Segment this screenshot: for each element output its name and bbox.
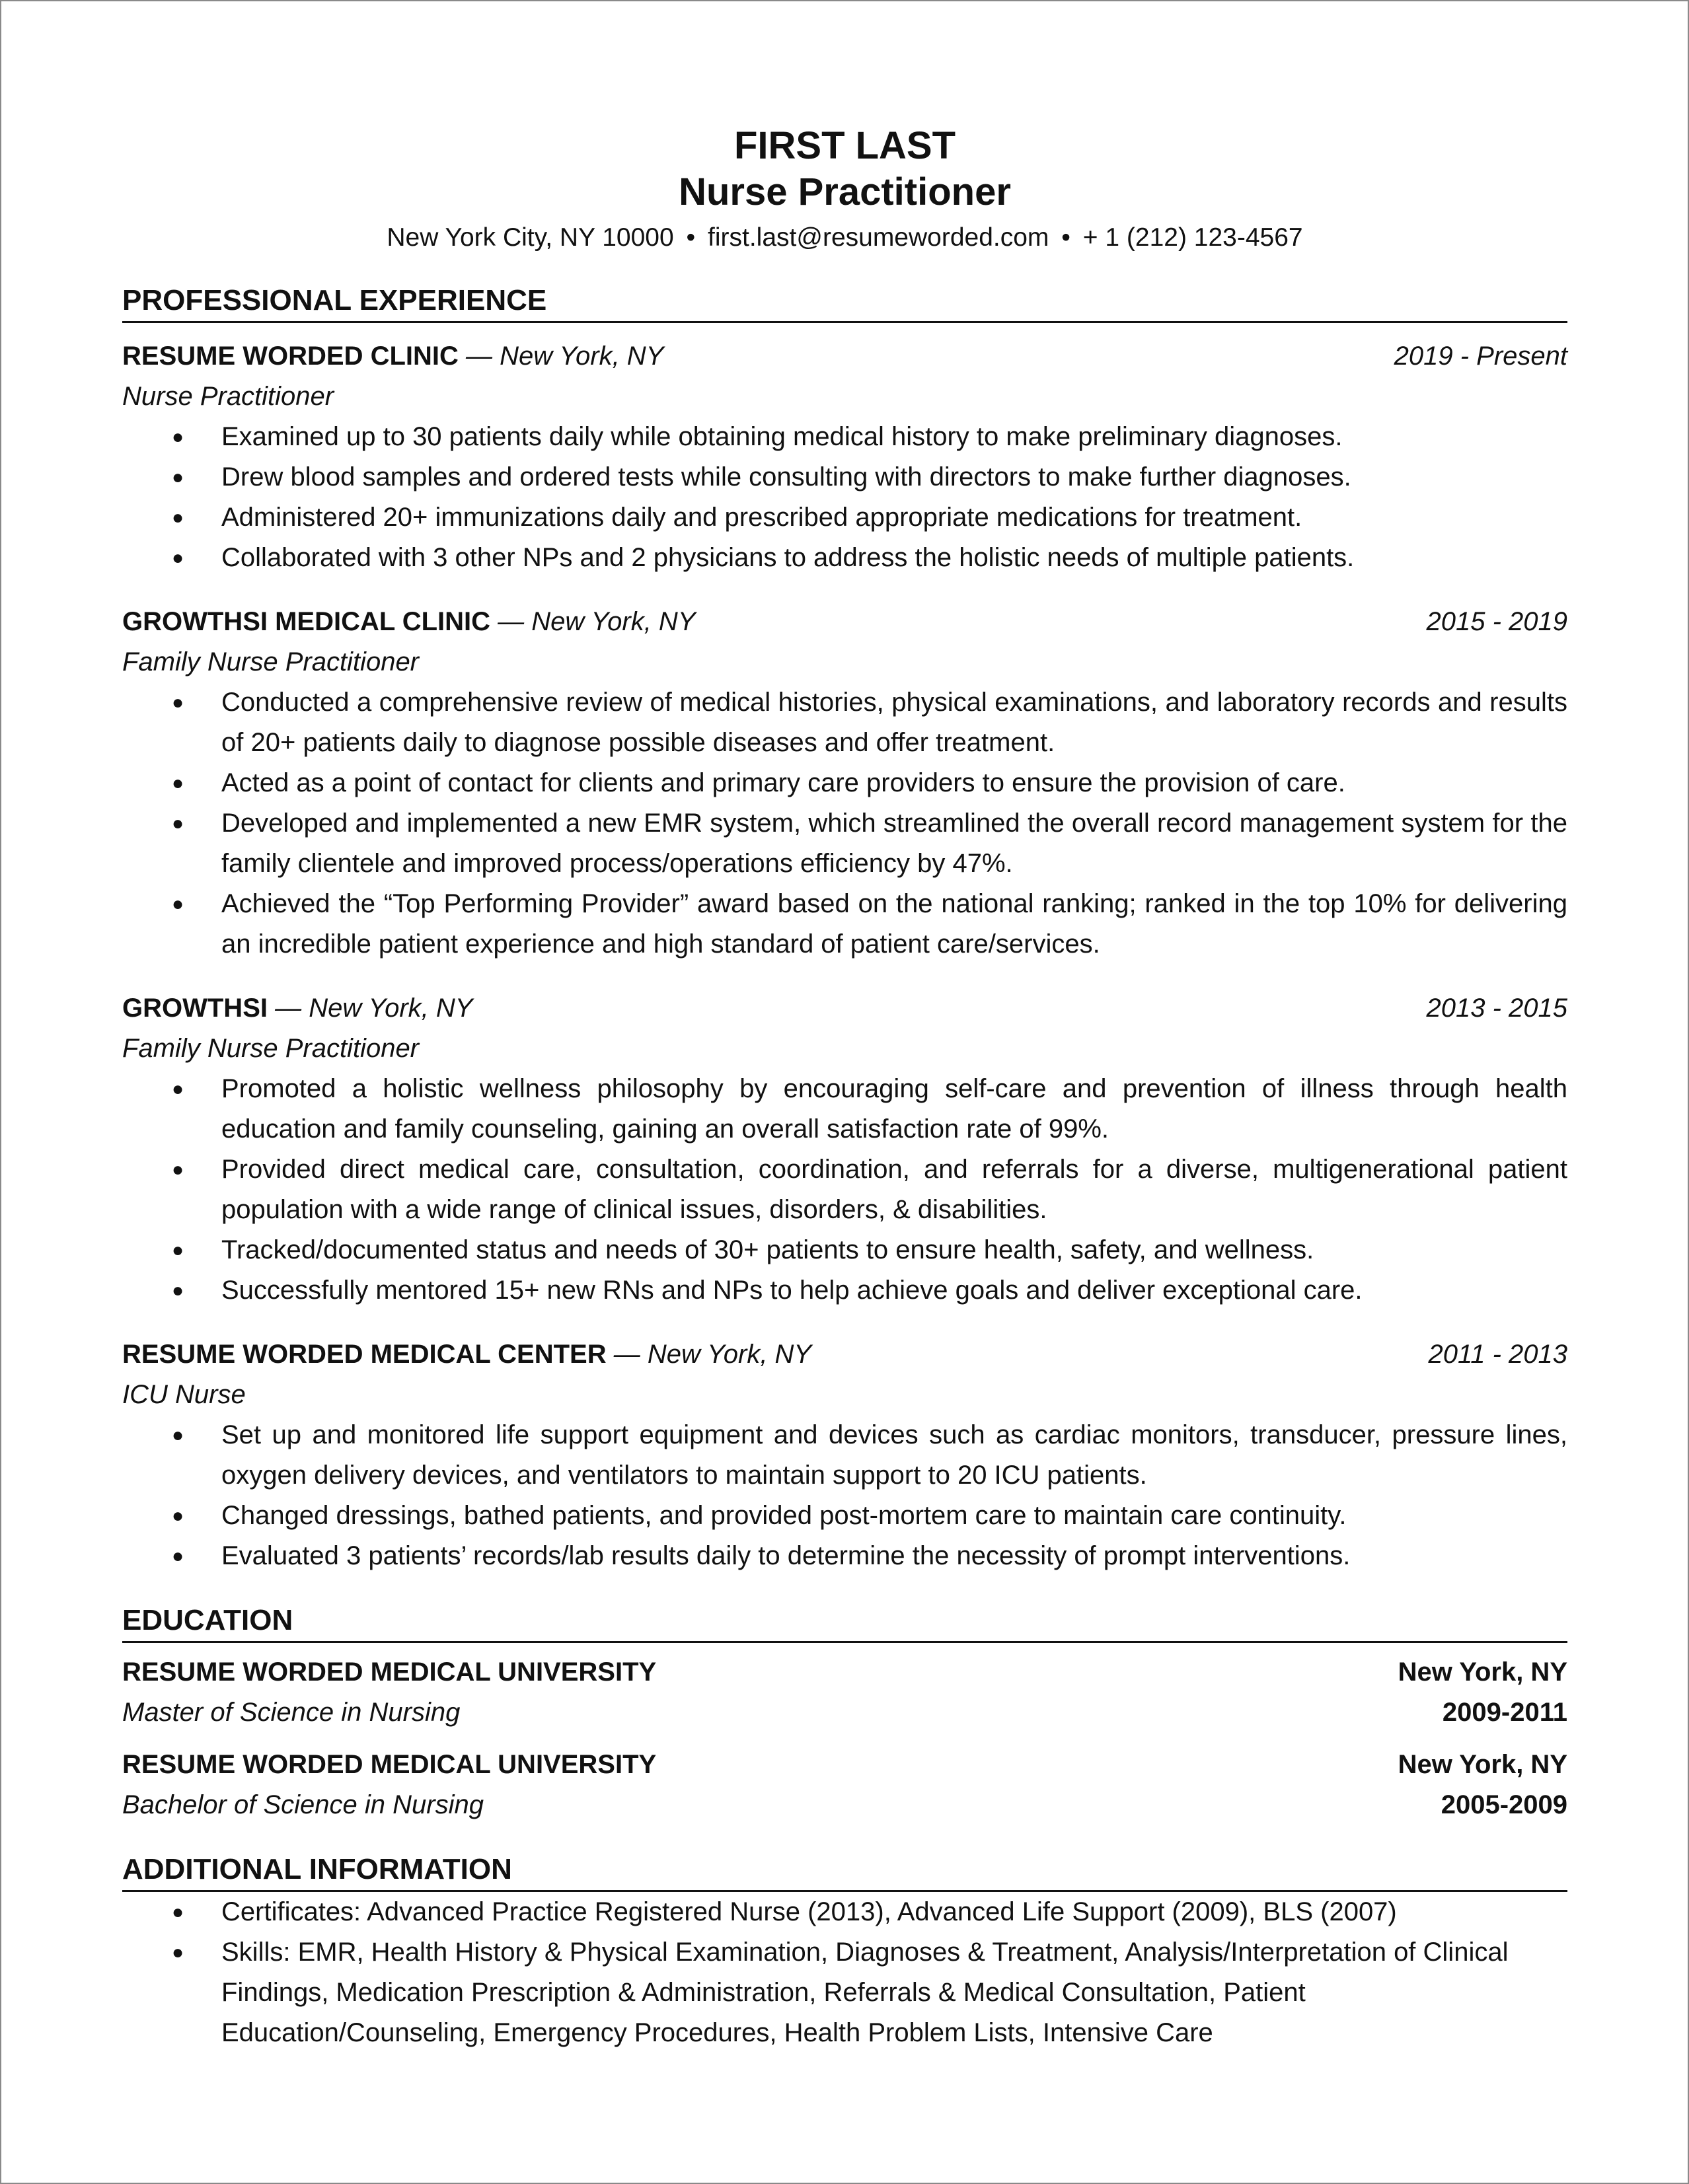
- job-company-line: [122, 336, 663, 377]
- job-bullet: ● Acted as a point of contact for clients and primary care providers to ensure the provision of care.: [122, 763, 1567, 803]
- education-degree: Bachelor of Science in Nursing: [122, 1790, 484, 1819]
- job-entry: [122, 988, 1567, 1311]
- additional-bullet: ● Skills: EMR, Health History & Physical Examination, Diagnoses & Treatment, Analysis/Interpretation of Clinical Findings, Medication Prescription & Administration, Referrals & Medical Consultation, Patient Education/Counseling, Emergency Procedures, Health Problem Lists, Intensive Care: [122, 1932, 1567, 2053]
- job-dates: 2011 - 2013: [1428, 1340, 1567, 1369]
- education-entry: [122, 1652, 1567, 1733]
- job-company-line: [122, 602, 696, 642]
- contact-location: New York City, NY 10000: [387, 223, 674, 252]
- bullet-icon: ●: [172, 1942, 184, 1963]
- job-entry: [122, 336, 1567, 578]
- job-header: [122, 988, 1567, 1029]
- contact-phone: + 1 (212) 123-4567: [1082, 223, 1303, 252]
- education-row: [122, 1745, 1567, 1785]
- education-entry: [122, 1745, 1567, 1825]
- bullet-icon: ●: [172, 1424, 184, 1446]
- job-bullet: ● Conducted a comprehensive review of medical histories, physical examinations, and laboratory records and results of 20+ patients daily to diagnose possible diseases and offer treatment.: [122, 682, 1567, 763]
- resume-content: [122, 123, 1567, 2053]
- contact-separator: •: [686, 223, 696, 252]
- candidate-name: FIRST LAST: [733, 124, 956, 167]
- job-location: — New York, NY: [275, 994, 473, 1023]
- bullet-icon: ●: [172, 1545, 184, 1567]
- job-header: [122, 1334, 1567, 1375]
- job-header: [122, 336, 1567, 377]
- job-dates: 2019 - Present: [1394, 342, 1567, 371]
- job-bullet: ● Drew blood samples and ordered tests while consulting with directors to make further diagnoses.: [122, 457, 1567, 497]
- job-entry: [122, 602, 1567, 965]
- education-school: RESUME WORDED MEDICAL UNIVERSITY: [122, 1657, 657, 1687]
- job-bullets: [122, 417, 1567, 578]
- education-heading: EDUCATION: [122, 1601, 1567, 1643]
- job-company-line: [122, 1334, 811, 1375]
- job-location: — New York, NY: [613, 1340, 812, 1369]
- bullet-icon: ●: [172, 1078, 184, 1100]
- job-location: — New York, NY: [466, 342, 664, 371]
- additional-bullets: [122, 1892, 1567, 2053]
- bullet-icon: ●: [172, 772, 184, 794]
- job-company: GROWTHSI: [122, 994, 268, 1023]
- job-bullet: ● Evaluated 3 patients’ records/lab results daily to determine the necessity of prompt interventions.: [122, 1536, 1567, 1576]
- job-role: Nurse Practitioner: [122, 382, 334, 411]
- additional-section: [122, 1850, 1567, 2053]
- job-header: [122, 602, 1567, 642]
- job-role: Family Nurse Practitioner: [122, 647, 420, 676]
- job-location: — New York, NY: [498, 607, 696, 636]
- education-location: New York, NY: [1398, 1657, 1567, 1687]
- job-bullet: ● Tracked/documented status and needs of 30+ patients to ensure health, safety, and wellness.: [122, 1230, 1567, 1270]
- job-role: ICU Nurse: [122, 1380, 246, 1409]
- bullet-icon: ●: [172, 1239, 184, 1261]
- additional-heading: ADDITIONAL INFORMATION: [122, 1850, 1567, 1892]
- bullet-icon: ●: [172, 547, 184, 569]
- job-bullet: ● Collaborated with 3 other NPs and 2 physicians to address the holistic needs of multiple patients.: [122, 538, 1567, 578]
- job-company: GROWTHSI MEDICAL CLINIC: [122, 607, 491, 636]
- education-location: New York, NY: [1398, 1750, 1567, 1779]
- bullet-icon: ●: [172, 1505, 184, 1527]
- job-bullets: [122, 1069, 1567, 1311]
- job-company-line: [122, 988, 472, 1029]
- education-degree: Master of Science in Nursing: [122, 1698, 461, 1727]
- job-company: RESUME WORDED CLINIC: [122, 342, 459, 371]
- job-bullet: ● Changed dressings, bathed patients, and provided post-mortem care to maintain care continuity.: [122, 1496, 1567, 1536]
- education-row: [122, 1693, 1567, 1733]
- contact-line: [122, 219, 1567, 256]
- job-bullet: ● Provided direct medical care, consultation, coordination, and referrals for a diverse, multigenerational patient population with a wide range of clinical issues, disorders, & disabilities.: [122, 1149, 1567, 1230]
- additional-bullet: ● Certificates: Advanced Practice Registered Nurse (2013), Advanced Life Support (2009), BLS (2007): [122, 1892, 1567, 1932]
- bullet-icon: ●: [172, 426, 184, 448]
- job-company: RESUME WORDED MEDICAL CENTER: [122, 1340, 607, 1369]
- bullet-icon: ●: [172, 466, 184, 488]
- job-dates: 2013 - 2015: [1426, 994, 1567, 1023]
- education-row: [122, 1785, 1567, 1825]
- candidate-title: Nurse Practitioner: [679, 170, 1011, 213]
- job-bullet: ● Set up and monitored life support equipment and devices such as cardiac monitors, transducer, pressure lines, oxygen delivery devices, and ventilators to maintain support to 20 ICU patients.: [122, 1415, 1567, 1496]
- bullet-icon: ●: [172, 1901, 184, 1923]
- job-bullet: ● Developed and implemented a new EMR system, which streamlined the overall record management system for the family clientele and improved process/operations efficiency by 47%.: [122, 803, 1567, 884]
- education-dates: 2005-2009: [1441, 1790, 1567, 1819]
- bullet-icon: ●: [172, 893, 184, 915]
- education-school: RESUME WORDED MEDICAL UNIVERSITY: [122, 1750, 657, 1779]
- bullet-icon: ●: [172, 1280, 184, 1301]
- education-row: [122, 1652, 1567, 1693]
- contact-separator: •: [1061, 223, 1070, 252]
- experience-heading: PROFESSIONAL EXPERIENCE: [122, 281, 1567, 323]
- job-entry: [122, 1334, 1567, 1576]
- bullet-icon: ●: [172, 692, 184, 713]
- job-role: Family Nurse Practitioner: [122, 1034, 420, 1063]
- job-bullet: ● Successfully mentored 15+ new RNs and NPs to help achieve goals and deliver exceptional care.: [122, 1270, 1567, 1311]
- education-dates: 2009-2011: [1442, 1698, 1567, 1727]
- job-bullet: ● Achieved the “Top Performing Provider” award based on the national ranking; ranked in the top 10% for delivering an incredible patient experience and high standard of patient care/services.: [122, 884, 1567, 965]
- job-bullet: ● Examined up to 30 patients daily while obtaining medical history to make preliminary diagnoses.: [122, 417, 1567, 457]
- resume-header: [122, 123, 1567, 256]
- experience-section: [122, 281, 1567, 1576]
- bullet-icon: ●: [172, 1159, 184, 1181]
- job-bullet: ● Administered 20+ immunizations daily and prescribed appropriate medications for treatment.: [122, 497, 1567, 538]
- job-bullets: [122, 1415, 1567, 1576]
- bullet-icon: ●: [172, 813, 184, 834]
- job-dates: 2015 - 2019: [1426, 607, 1567, 636]
- job-bullets: [122, 682, 1567, 965]
- job-bullet: ● Promoted a holistic wellness philosophy by encouraging self-care and prevention of illness through health education and family counseling, gaining an overall satisfaction rate of 99%.: [122, 1069, 1567, 1149]
- bullet-icon: ●: [172, 507, 184, 528]
- contact-email: first.last@resumeworded.com: [708, 223, 1049, 252]
- education-section: [122, 1601, 1567, 1825]
